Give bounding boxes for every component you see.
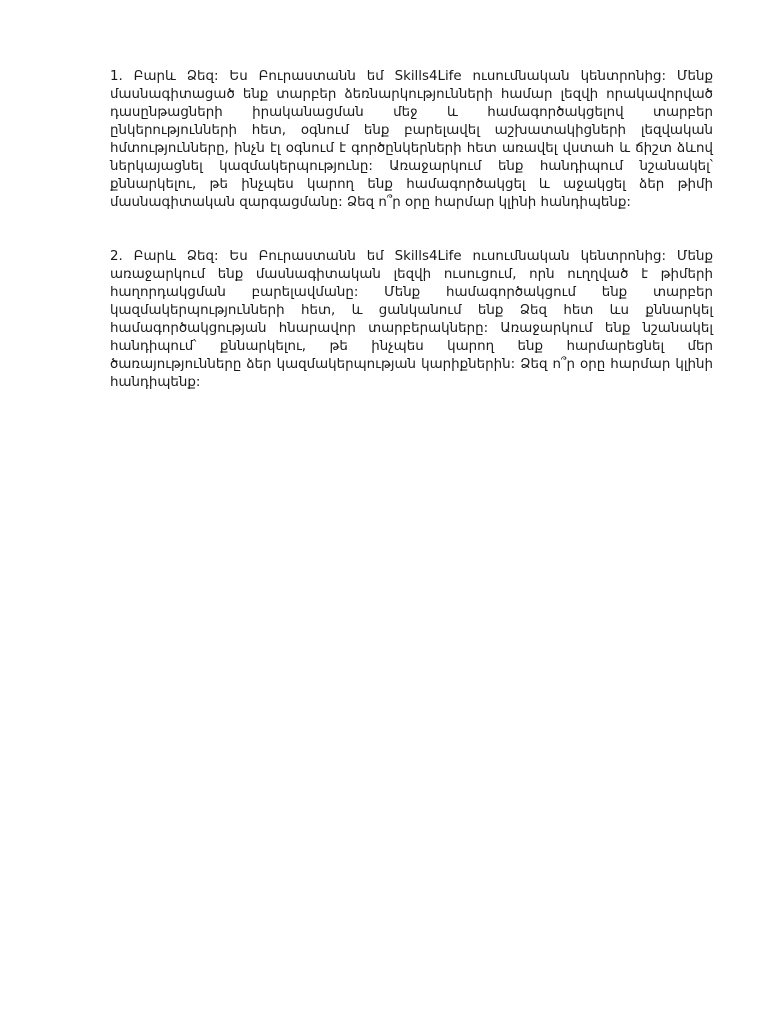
- paragraph-2: 2. Բարև Ձեզ: Ես Բուրաստանն եմ Skills4Life ուսումնական կենտրոնից: Մենք առաջարկում ենք մասնագիտական լեզվի ուսուցում, որն ուղղված է թիմերի հաղորդակցման բարելավմանը: Մենք համագործակցում ենք տարբեր կազմակերպությունների հետ, և ցանկանում ենք Ձեզ հետ ևս քննարկել համագործակցության հնարավոր տարբերակները: Առաջարկում ենք նշանակել հանդիպում՝ քննարկելու, թե ինչպես կարող ենք հարմարեցնել մեր ծառայությունները ձեր կազմակերպության կարիքներին: Ձեզ ո՞ր օրը հարմար կլինի հանդիպենք:: [110, 249, 713, 390]
- document-body: [110, 68, 713, 392]
- paragraph-1: 1. Բարև Ձեզ: Ես Բուրաստանն եմ Skills4Life ուսումնական կենտրոնից: Մենք մասնագիտացած ենք տարբեր ձեռնարկությունների համար լեզվի որակավորված դասընթացների իրականացման մեջ և համագործակցելով տարբեր ընկերությունների հետ, օգնում ենք բարելավել աշխատակիցների լեզվական հմտությունները, ինչն էլ օգնում է գործընկերների հետ առավել վստահ և ճիշտ ձևով ներկայացնել կազմակերպությունը: Առաջարկում ենք հանդիպում նշանակել՝ քննարկելու, թե ինչպես կարող ենք համագործակցել և աջակցել ձեր թիմի մասնագիտական զարգացմանը: Ձեզ ո՞ր օրը հարմար կլինի հանդիպենք:: [110, 69, 713, 210]
